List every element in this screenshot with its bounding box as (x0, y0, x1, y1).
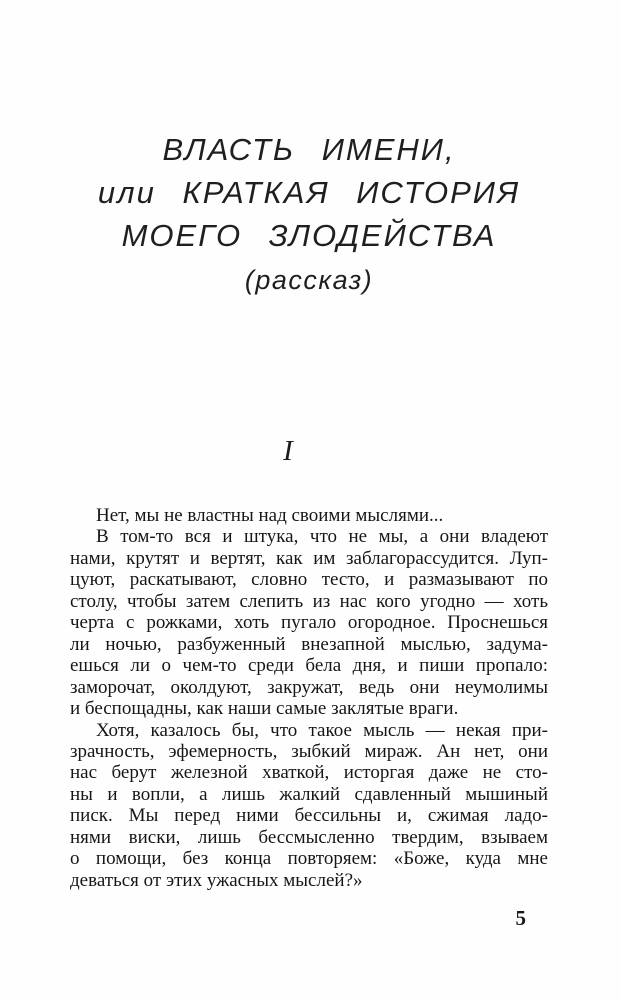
body-line: и беспощадны, как наши самые заклятые враги. (70, 698, 459, 720)
body-line: зрачность, эфемерность, зыбкий мираж. Ан нет, они (70, 740, 548, 762)
body-line: писк. Мы перед ними бессильны и, сжимая ладо- (70, 805, 548, 827)
body-line: цуют, раскатывают, словно тесто, и размазывают по (70, 569, 548, 591)
body-line: нами, крутят и вертят, как им заблагорассудится. Луп- (70, 547, 548, 569)
title-line: МОЕГО ЗЛОДЕЙСТВА (121, 218, 497, 253)
story-subtitle: (рассказ) (244, 265, 374, 295)
body-line: нями виски, лишь бессмысленно твердим, взываем (70, 826, 548, 848)
page-number: 5 (515, 906, 526, 930)
body-line: о помощи, без конца повторяем: «Боже, куда мне (70, 848, 548, 870)
title-line: или КРАТКАЯ ИСТОРИЯ (97, 175, 521, 210)
title-line: ВЛАСТЬ ИМЕНИ, (162, 132, 456, 167)
body-line: заморочат, околдуют, закружат, ведь они неумолимы (70, 676, 548, 698)
body-line: В том-то вся и штука, что не мы, а они владеют (96, 526, 548, 548)
body-line: Хотя, казалось бы, что такое мысль — некая при- (96, 719, 548, 741)
body-line: столу, чтобы затем слепить из нас кого угодно — хоть (70, 590, 548, 612)
story-title (70, 128, 548, 301)
body-line: ли ночью, разбуженный внезапной мыслью, задума- (70, 633, 548, 655)
body-text (70, 505, 548, 891)
body-line: деваться от этих ужасных мыслей?» (70, 869, 363, 891)
body-line: черта с рожками, хоть пугало огородное. Проснешься (70, 612, 548, 634)
body-line: нас берут железной хваткой, исторгая даже не сто- (70, 762, 548, 784)
title-lines (70, 128, 548, 257)
body-line: ны и вопли, а лишь жалкий сдавленный мышиный (70, 783, 548, 805)
body-line: Нет, мы не властны над своими мыслями... (96, 505, 444, 526)
body-line: ешься ли о чем-то среди бела дня, и пиши пропало: (70, 655, 548, 677)
chapter-numeral: I (283, 435, 293, 467)
